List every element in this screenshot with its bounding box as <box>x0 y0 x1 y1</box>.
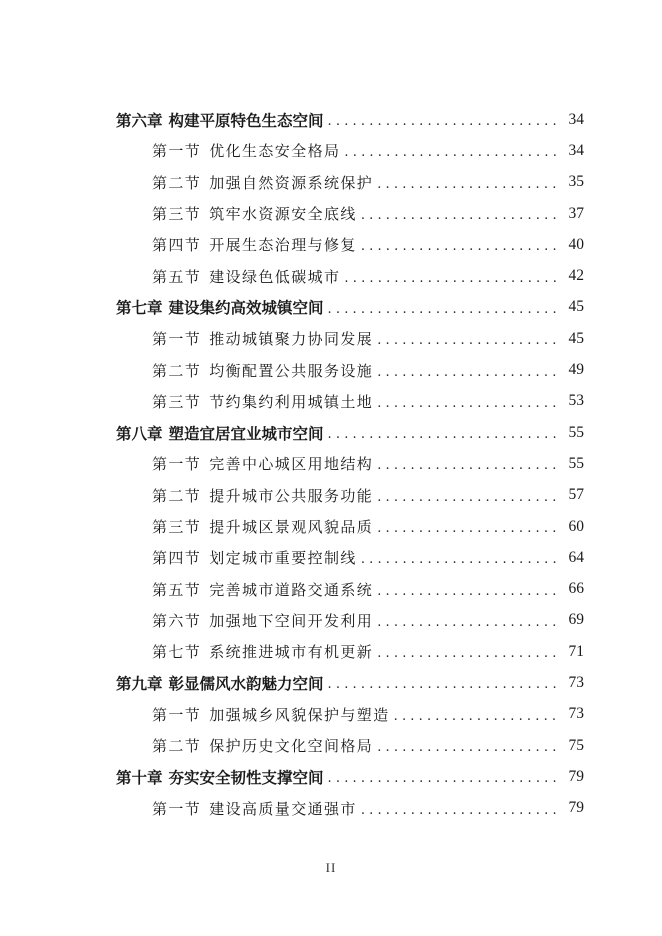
toc-dot-leader <box>377 490 556 505</box>
toc-entry-page: 45 <box>568 329 584 347</box>
toc-entry-number: 第一节 <box>152 142 202 161</box>
toc-entry-number: 第二节 <box>152 486 202 505</box>
toc-entry-number: 第四节 <box>152 236 202 255</box>
toc-entry-page: 49 <box>568 361 584 379</box>
toc-entry-number: 第三节 <box>152 392 202 411</box>
toc-entry-title: 开展生态治理与修复 <box>209 236 357 255</box>
toc-entry-title: 提升城市公共服务功能 <box>209 486 374 505</box>
toc-entry-number: 第六节 <box>152 611 202 630</box>
toc-dot-leader <box>377 740 556 755</box>
toc-entry-title: 节约集约利用城镇土地 <box>209 392 374 411</box>
toc-entry-title: 塑造宜居宜业城市空间 <box>168 424 324 443</box>
toc-dot-leader <box>377 615 556 630</box>
toc-entry-number: 第一节 <box>152 799 202 818</box>
toc-entry-number: 第三节 <box>152 518 202 536</box>
toc-entry-number: 第七节 <box>152 643 202 662</box>
table-of-contents <box>116 104 584 824</box>
toc-entry-number: 第五节 <box>152 267 202 286</box>
toc-dot-leader <box>361 803 556 818</box>
toc-entry-title: 彰显儒风水韵魅力空间 <box>168 674 324 693</box>
toc-dot-leader <box>377 177 556 192</box>
toc-entry-number: 第二节 <box>152 737 202 756</box>
toc-section-entry[interactable] <box>116 480 584 511</box>
toc-entry-title: 保护历史文化空间格局 <box>209 737 374 756</box>
toc-section-entry[interactable] <box>116 573 584 604</box>
toc-entry-title: 筑牢水资源安全底线 <box>209 205 357 224</box>
toc-entry-title: 建设绿色低碳城市 <box>209 267 341 286</box>
toc-dot-leader <box>328 677 556 692</box>
toc-dot-leader <box>328 427 556 442</box>
toc-entry-title: 加强城乡风貌保护与塑造 <box>209 705 390 724</box>
page-number: II <box>325 860 337 875</box>
toc-chapter-entry[interactable] <box>116 761 584 792</box>
toc-dot-leader <box>377 365 556 380</box>
toc-entry-page: 73 <box>568 673 584 691</box>
toc-chapter-entry[interactable] <box>116 292 584 323</box>
toc-dot-leader <box>377 396 556 411</box>
toc-section-entry[interactable] <box>116 730 584 761</box>
toc-section-entry[interactable] <box>116 699 584 730</box>
toc-chapter-entry[interactable] <box>116 417 584 448</box>
toc-section-entry[interactable] <box>116 448 584 479</box>
toc-entry-title: 建设集约高效城镇空间 <box>168 299 324 318</box>
toc-entry-title: 系统推进城市有机更新 <box>209 643 374 662</box>
toc-dot-leader <box>377 521 556 536</box>
toc-entry-number: 第一节 <box>152 455 202 474</box>
toc-entry-page: 79 <box>568 767 584 785</box>
toc-section-entry[interactable] <box>116 511 584 542</box>
toc-entry-page: 34 <box>568 110 584 128</box>
toc-section-entry[interactable] <box>116 167 584 198</box>
toc-dot-leader <box>377 333 556 348</box>
toc-entry-page: 60 <box>568 517 584 535</box>
toc-entry-page: 37 <box>568 204 584 222</box>
toc-dot-leader <box>328 302 556 317</box>
toc-chapter-entry[interactable] <box>116 104 584 135</box>
toc-entry-title: 夯实安全韧性支撑空间 <box>168 768 324 787</box>
toc-entry-page: 75 <box>568 736 584 754</box>
toc-section-entry[interactable] <box>116 793 584 824</box>
toc-entry-title: 完善城市道路交通系统 <box>209 580 374 599</box>
toc-dot-leader <box>361 239 556 254</box>
toc-entry-title: 划定城市重要控制线 <box>209 549 357 568</box>
toc-dot-leader <box>377 646 556 661</box>
toc-entry-title: 提升城区景观风貌品质 <box>209 518 374 536</box>
toc-section-entry[interactable] <box>116 135 584 166</box>
toc-dot-leader <box>377 458 556 473</box>
toc-section-entry[interactable] <box>116 260 584 291</box>
toc-section-entry[interactable] <box>116 542 584 573</box>
toc-entry-number: 第一节 <box>152 705 202 724</box>
toc-entry-title: 优化生态安全格局 <box>209 142 341 161</box>
toc-entry-title: 构建平原特色生态空间 <box>168 111 324 130</box>
toc-section-entry[interactable] <box>116 229 584 260</box>
toc-entry-page: 66 <box>568 580 584 598</box>
toc-entry-page: 71 <box>568 642 584 660</box>
toc-entry-number: 第六章 <box>116 111 163 130</box>
toc-section-entry[interactable] <box>116 198 584 229</box>
toc-section-entry[interactable] <box>116 323 584 354</box>
toc-section-entry[interactable] <box>116 636 584 667</box>
toc-entry-title: 推动城镇聚力协同发展 <box>209 330 374 349</box>
toc-entry-number: 第九章 <box>116 674 163 693</box>
toc-entry-number: 第四节 <box>152 549 202 568</box>
toc-entry-page: 42 <box>568 267 584 285</box>
toc-entry-number: 第八章 <box>116 424 163 443</box>
toc-entry-page: 73 <box>568 705 584 723</box>
toc-entry-page: 53 <box>568 392 584 410</box>
toc-section-entry[interactable] <box>116 354 584 385</box>
toc-entry-page: 40 <box>568 235 584 253</box>
toc-entry-number: 第二节 <box>152 361 202 380</box>
toc-entry-page: 57 <box>568 486 584 504</box>
toc-chapter-entry[interactable] <box>116 667 584 698</box>
toc-entry-number: 第一节 <box>152 330 202 349</box>
toc-entry-title: 均衡配置公共服务设施 <box>209 361 374 380</box>
toc-entry-page: 69 <box>568 611 584 629</box>
toc-dot-leader <box>377 584 556 599</box>
toc-dot-leader <box>361 552 556 567</box>
toc-entry-number: 第五节 <box>152 580 202 599</box>
toc-entry-title: 加强地下空间开发利用 <box>209 611 374 630</box>
toc-dot-leader <box>328 771 556 786</box>
toc-entry-title: 完善中心城区用地结构 <box>209 455 374 474</box>
toc-entry-page: 34 <box>568 141 584 159</box>
toc-entry-page: 45 <box>568 298 584 316</box>
toc-entry-title: 建设高质量交通强市 <box>209 799 357 818</box>
toc-entry-title: 加强自然资源系统保护 <box>209 173 374 192</box>
toc-entry-number: 第七章 <box>116 299 163 318</box>
toc-entry-number: 第三节 <box>152 205 202 224</box>
toc-entry-number: 第十章 <box>116 768 163 787</box>
toc-entry-page: 55 <box>568 423 584 441</box>
toc-section-entry[interactable] <box>116 605 584 636</box>
toc-entry-page: 35 <box>568 173 584 191</box>
toc-dot-leader <box>394 709 556 724</box>
toc-dot-leader <box>361 208 556 223</box>
toc-dot-leader <box>328 114 556 129</box>
toc-entry-number: 第二节 <box>152 173 202 192</box>
toc-entry-page: 64 <box>568 548 584 566</box>
toc-dot-leader <box>344 271 556 286</box>
toc-entry-page: 79 <box>568 799 584 817</box>
toc-section-entry[interactable] <box>116 386 584 417</box>
toc-entry-page: 55 <box>568 454 584 472</box>
toc-dot-leader <box>344 145 556 160</box>
